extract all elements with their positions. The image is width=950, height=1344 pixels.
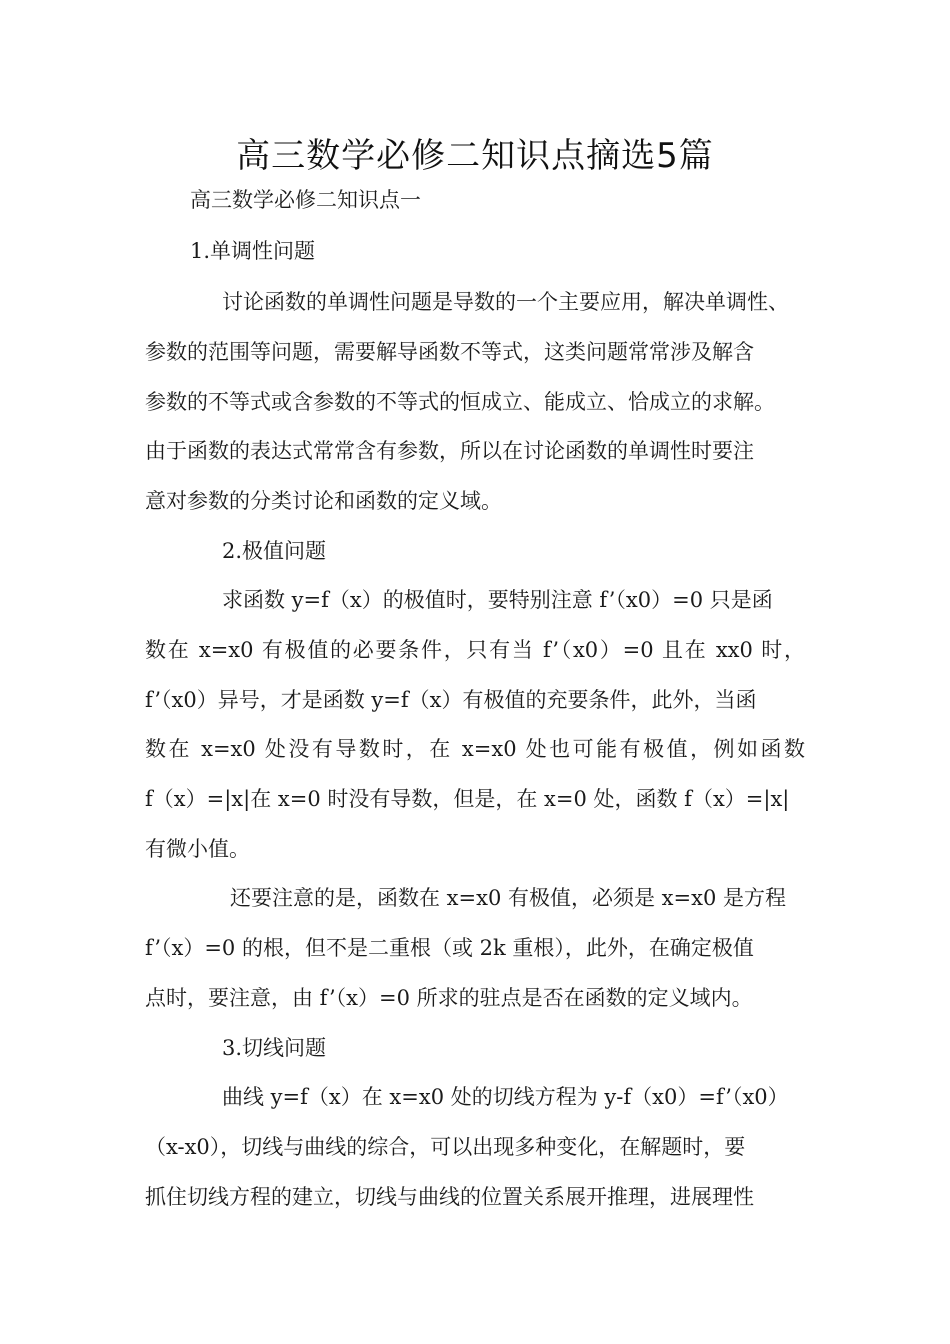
subsection-heading: 2.极值问题 bbox=[222, 539, 327, 563]
paragraph-line: 参数的不等式或含参数的不等式的恒成立、能成立、恰成立的求解。 bbox=[145, 390, 775, 414]
paragraph-line: 还要注意的是，函数在 x=x0 有极值，必须是 x=x0 是方程 bbox=[230, 886, 786, 910]
document-title: 高三数学必修二知识点摘选5篇 bbox=[236, 136, 714, 176]
paragraph-line: f’（x）=0 的根，但不是二重根（或 2k 重根），此外，在确定极值 bbox=[145, 936, 754, 960]
paragraph-line: 数在 x=x0 有极值的必要条件，只有当 f’（x0）=0 且在 xx0 时， bbox=[145, 638, 805, 662]
paragraph-line: 意对参数的分类讨论和函数的定义域。 bbox=[145, 489, 502, 513]
paragraph-line: f’（x0）异号，才是函数 y=f（x）有极值的充要条件，此外，当函 bbox=[145, 688, 757, 712]
paragraph-line: 曲线 y=f（x）在 x=x0 处的切线方程为 y-f（x0）=f’（x0） bbox=[222, 1085, 789, 1109]
paragraph-line: 有微小值。 bbox=[145, 837, 250, 861]
subsection-heading: 1.单调性问题 bbox=[190, 239, 316, 263]
paragraph-line: 讨论函数的单调性问题是导数的一个主要应用，解决单调性、 bbox=[222, 290, 789, 314]
paragraph-line: 点时，要注意，由 f’（x）=0 所求的驻点是否在函数的定义域内。 bbox=[145, 986, 753, 1010]
paragraph-line: 抓住切线方程的建立，切线与曲线的位置关系展开推理，进展理性 bbox=[145, 1185, 754, 1209]
paragraph-line: 参数的范围等问题，需要解导函数不等式，这类问题常常涉及解含 bbox=[145, 340, 754, 364]
paragraph-line: 数在 x=x0 处没有导数时，在 x=x0 处也可能有极值，例如函数 bbox=[145, 737, 805, 761]
paragraph-line: 由于函数的表达式常常含有参数，所以在讨论函数的单调性时要注 bbox=[145, 439, 754, 463]
paragraph-line: f（x）=|x|在 x=0 时没有导数，但是，在 x=0 处，函数 f（x）=|x| bbox=[145, 787, 790, 811]
subsection-heading: 3.切线问题 bbox=[222, 1036, 327, 1060]
paragraph-line: （x-x0），切线与曲线的综合，可以出现多种变化，在解题时，要 bbox=[145, 1135, 746, 1159]
section-heading: 高三数学必修二知识点一 bbox=[190, 188, 421, 212]
paragraph-line: 求函数 y=f（x）的极值时，要特别注意 f’（x0）=0 只是函 bbox=[222, 588, 773, 612]
